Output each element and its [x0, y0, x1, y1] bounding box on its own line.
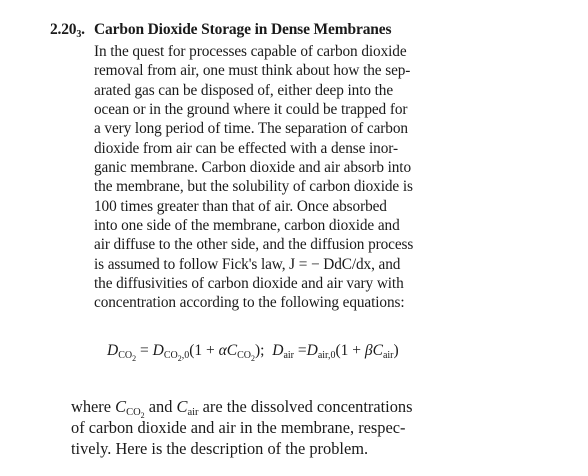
body-line: ocean or in the ground where it could be trapped for: [94, 101, 408, 119]
eq-text: );: [255, 342, 265, 359]
closing-line-2: of carbon dioxide and air in the membrane, respec-: [71, 418, 406, 438]
eq-operator: =: [139, 342, 149, 359]
problem-number-main: 2.20: [50, 21, 77, 38]
problem-body: [94, 42, 494, 313]
eq-subscript: CO: [163, 350, 178, 361]
eq-symbol: C: [372, 342, 383, 359]
body-line: ganic membrane. Carbon dioxide and air absorb into: [94, 159, 411, 177]
body-line: into one side of the membrane, carbon dioxide and: [94, 217, 400, 235]
eq-subscript: air,0: [317, 350, 336, 361]
eq-subscript: 2: [177, 354, 182, 363]
eq-symbol: D: [107, 342, 119, 359]
eq-subscript: 2: [132, 354, 137, 363]
eq-symbol: α: [218, 342, 227, 359]
body-line: 100 times greater than that of air. Once absorbed: [94, 197, 387, 215]
body-line: concentration according to the following equations:: [94, 294, 405, 312]
eq-subscript: air: [187, 407, 199, 418]
eq-subscript: CO: [237, 350, 252, 361]
problem-title: Carbon Dioxide Storage in Dense Membranes: [94, 21, 392, 38]
eq-subscript: ,0: [181, 350, 190, 361]
eq-text: (1 +: [189, 342, 219, 359]
body-line: dioxide from air can be effected with a dense inor-: [94, 139, 398, 157]
problem-number: [50, 21, 85, 39]
body-line: removal from air, one must think about how the sep-: [94, 62, 411, 80]
body-line: air diffuse to the other side, and the diffusion process: [94, 236, 414, 254]
eq-symbol: C: [226, 342, 238, 359]
problem-number-period: .: [81, 21, 85, 38]
problem-number-subscript: 3: [76, 29, 82, 40]
eq-subscript: CO: [126, 407, 141, 418]
closing-paragraph: [71, 396, 541, 460]
eq-text: (1 +: [335, 342, 365, 359]
closing-text: where: [71, 397, 116, 416]
body-line: is assumed to follow Fick's law, J = − DdC/dx, and: [94, 255, 401, 273]
closing-line-3: tively. Here is the description of the problem.: [71, 439, 369, 459]
closing-line-1: [71, 396, 541, 420]
closing-text: are the dissolved concentrations: [198, 397, 413, 416]
closing-text: and: [144, 397, 177, 416]
eq-subscript: 2: [251, 354, 256, 363]
eq-symbol: C: [176, 397, 188, 416]
eq-operator: =: [297, 342, 307, 359]
eq-symbol: D: [152, 342, 164, 359]
body-line: the membrane, but the solubility of carbon dioxide is: [94, 178, 413, 196]
eq-symbol: D: [272, 342, 284, 359]
body-line: arated gas can be disposed of, either deep into the: [94, 81, 394, 99]
eq-text: ): [393, 342, 399, 359]
diffusivity-equation: [107, 342, 399, 363]
eq-symbol: β: [364, 342, 373, 359]
eq-symbol: D: [306, 342, 318, 359]
eq-subscript: CO: [118, 350, 133, 361]
body-line: In the quest for processes capable of carbon dioxide: [94, 43, 407, 60]
eq-subscript: air: [382, 350, 394, 361]
eq-subscript: 2: [140, 411, 145, 420]
body-line: the diffusivities of carbon dioxide and air vary with: [94, 275, 404, 293]
eq-subscript: air: [283, 350, 294, 361]
body-line: a very long period of time. The separation of carbon: [94, 120, 408, 138]
eq-symbol: C: [115, 397, 127, 416]
